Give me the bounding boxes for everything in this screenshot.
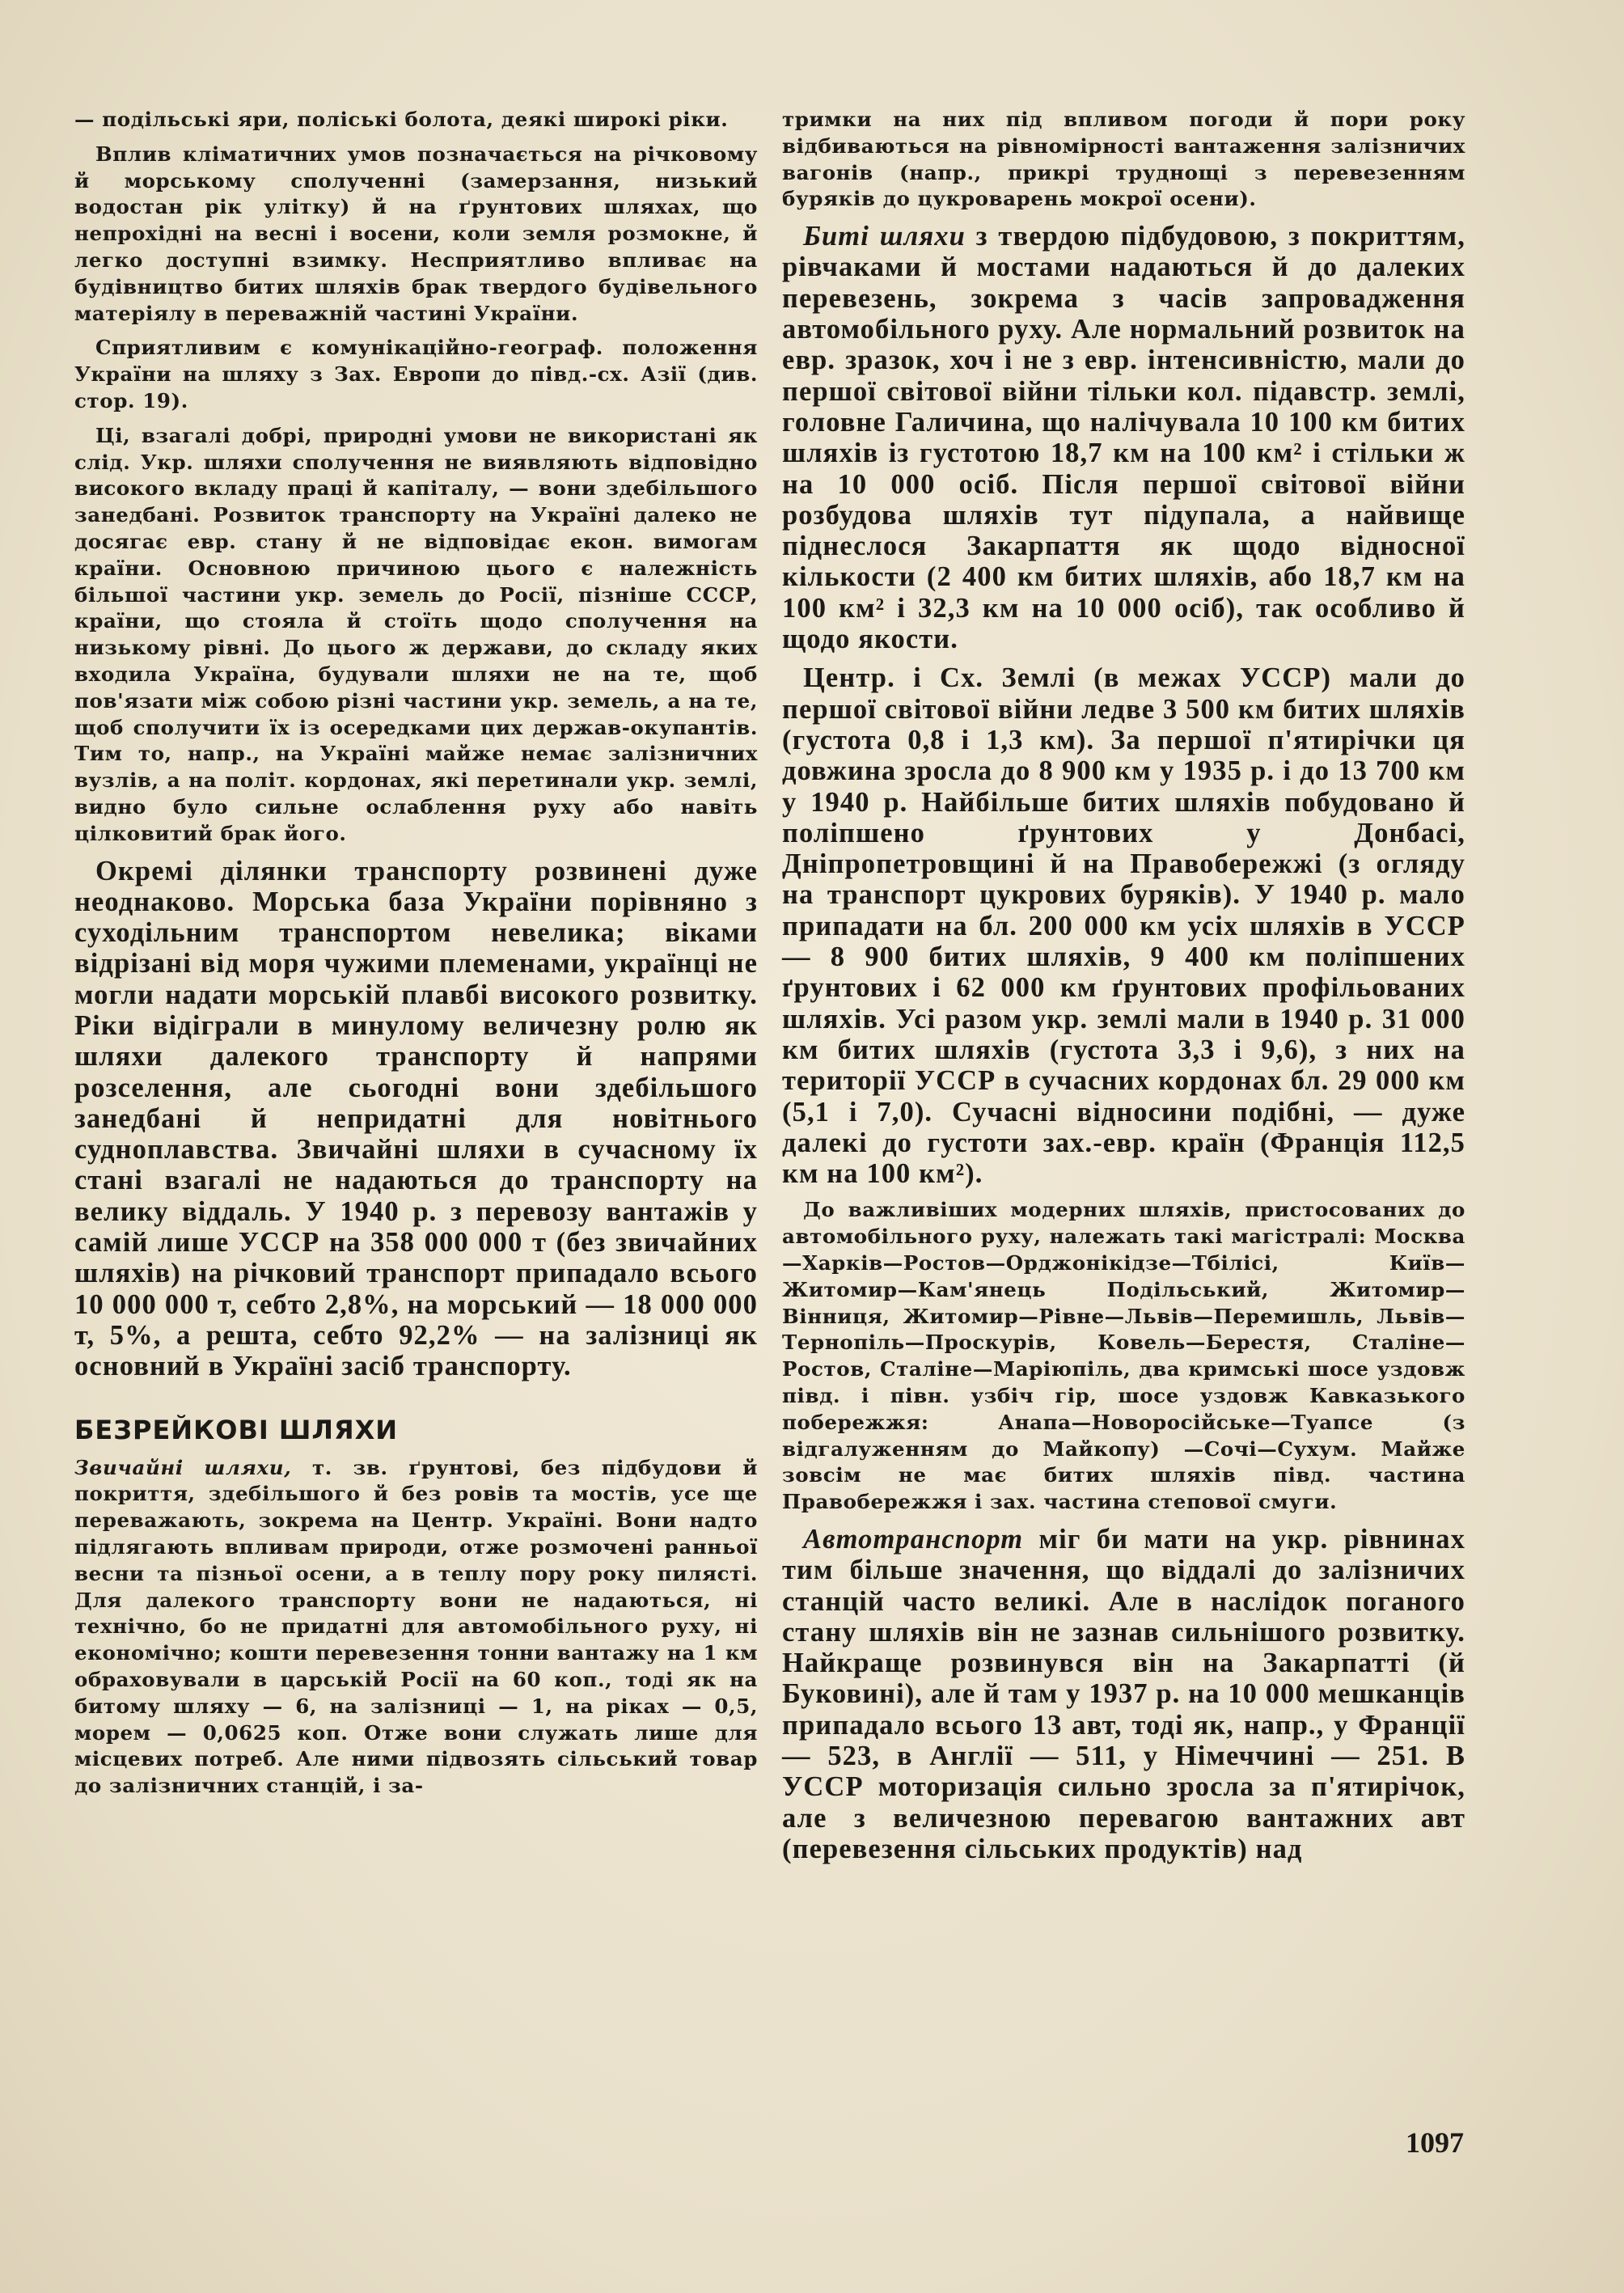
left-column [74,107,758,1808]
paragraph: Центр. і Сх. Землі (в межах УССР) мали до першої світової війни ледве 3 500 км битих шляхів (густота 0,8 і 1,3 км). За першої п'ятирічки ця довжина зросла до 8 900 км у 1935 р. і до 13 700 км у 1940 р. Найбільше битих шляхів побудовано й поліпшено ґрунтових у Донбасі, Дніпропетровщині й на Правобережжі (з огляду на транспорт цукрових буряків). У 1940 р. мало припадати на бл. 200 000 км усіх шляхів в УССР — 8 900 битих шляхів, 9 400 км поліпшених ґрунтових і 62 000 км ґрунтових профільованих шляхів. Усі разом укр. землі мали в 1940 р. 31 000 км битих шляхів (густота 3,3 і 9,6), з них на території УССР в сучасних кордонах бл. 29 000 км (5,1 і 7,0). Сучасні відносини подібні, — дуже далекі до густоти зах.-евр. країн (Франція 112,5 км на 100 км²). [782,662,1465,1190]
paragraph-text: міг би мати на укр. рівнинах тим більше значення, що віддалі до залізничих станцій часто великі. Але в наслідок поганого стану шляхів він не зазнав сильнішого розвитку. Найкраще розвинувся він на Закарпатті (й Буковині), але й там у 1937 р. на 10 000 мешканців припадало всього 13 авт, тоді як, напр., у Франції — 523, в Англії — 511, у Німеччині — 251. В УССР моторизація сильно зросла за п'ятирічок, але з величезною перевагою вантажних авт (перевезення сільських продуктів) над [782,1523,1465,1864]
paragraph: Сприятливим є комунікаційно-географ. положення України на шляху з Зах. Европи до півд.-сх. Азії (див. стор. 19). [74,336,758,412]
paragraph-text: т. зв. ґрунтові, без підбудови й покриття, здебільшого й без ровів та мостів, усе ще переважають, зокрема на Центр. Україні. Вони надто підлягають впливам природи, отже розмочені ранньої весни та пізньої осени, а в теплу пору року пилясті. Для далекого транспорту вони не надаються, ні технічно, бо не придатні для автомобільного руху, ні економічно; кошти перевезення тонни вантажу на 1 км обраховували в царській Росії на 60 коп., тоді як на битому шляху — 6, на залізниці — 1, на ріках — 0,5, морем — 0,0625 коп. Отже вони служать лише для місцевих потреб. Але ними підвозять сільський товар до залізничних станцій, і за- [74,1455,758,1798]
section-heading: БЕЗРЕЙКОВІ ШЛЯХИ [74,1414,399,1445]
paragraph: — подільські яри, поліські болота, деякі широкі ріки. [74,108,729,131]
paragraph: Вплив кліматичних умов позначається на річковому й морському сполученні (замерзання, низький водостан рік улітку) й на ґрунтових шляхах, що непрохідні на весні і восени, коли земля розмокне, й легко доступні взимку. Несприятливо впливає на будівництво битих шляхів брак твердого будівельного матеріялу в переважній частині України. [74,142,758,325]
paragraph-text: з твердою підбудовою, з покриттям, рівчаками й мостами надаються й до далеких перевезень, зокрема з часів запровадження автомобільного руху. Але нормальний розвиток на евр. зразок, хоч і не з евр. інтенсивністю, мали до першої світової війни тільки кол. підавстр. землі, головне Галичина, що налічувала 10 100 км битих шляхів із густотою 18,7 км на 100 км² і стільки ж на 10 000 осіб. Після першої світової війни розбудова шляхів тут підупала, а найвище піднеслося Закарпаття як щодо відносної кількости (2 400 км битих шляхів, або 18,7 км на 100 км² і 32,3 км на 10 000 осіб), так особливо й щодо якости. [782,221,1465,655]
paragraph [782,221,1465,654]
page-number: 1097 [1406,2126,1464,2159]
paragraph [782,1524,1465,1864]
run-in-term: Автотранспорт [803,1523,1024,1555]
run-in-term: Биті шляхи [803,221,966,252]
right-column [782,107,1465,1872]
run-in-term: Звичайні шляхи, [74,1455,292,1479]
paragraph: тримки на них під впливом погоди й пори року відбиваються на рівномірності вантаження залізничих вагонів (напр., прикрі труднощі з перевезенням буряків до цукроварень мокрої осени). [782,108,1465,211]
paragraph [74,1455,758,1800]
paragraph: Ці, взагалі добрі, природні умови не використані як слід. Укр. шляхи сполучення не виявляють відповідно високого вкладу праці й капіталу, — вони здебільшого занедбані. Розвиток транспорту на Україні далеко не досягає евр. стану й не відповідає екон. вимогам країни. Основною причиною цього є належність більшої частини укр. земель до Росії, пізніше СССР, країни, що стояла й стоїть щодо сполучення на низькому рівні. До цього ж держави, до складу яких входила Україна, будували шляхи не на те, щоб пов'язати між собою різні частини укр. земель, а на те, щоб сполучити їх із осередками цих держав-окупантів. Тим то, напр., на Україні майже немає залізничних вузлів, а на політ. кордонах, які перетинали укр. землі, видно було сильне ослаблення руху або навіть цілковитий брак його. [74,423,758,845]
paragraph: До важливіших модерних шляхів, пристосованих до автомобільного руху, належать такі магістралі: Москва—Харків—Ростов—Орджонікідзе—Тбілісі, Київ—Житомир—Кам'янець Подільський, Житомир—Вінниця, Житомир—Рівне—Львів—Перемишль, Львів—Тернопіль—Проскурів, Ковель—Берестя, Сталіне—Ростов, Сталіне—Маріюпіль, два кримські шосе уздовж півд. і півн. узбіч гір, шосе уздовж Кавказького побережжя: Анапа—Новоросійське—Туапсе (з відгалуженням до Майкопу) —Сочі—Сухум. Майже зовсім не має битих шляхів півд. частина Правобережжя і зах. частина степової смуги. [782,1198,1465,1514]
paragraph: Окремі ділянки транспорту розвинені дуже неоднаково. Морська база України порівняно з суходільним транспортом невелика; віками відрізані від моря чужими племенами, українці не могли надати морській плавбі високого розвитку. Ріки відіграли в минулому величезну ролю як шляхи далекого транспорту й напрями розселення, але сьогодні вони здебільшого занедбані й непридатні для новітнього судноплавства. Звичайні шляхи в сучасному їх стані взагалі не надаються до транспорту на велику віддаль. У 1940 р. з перевозу вантажів у самій лише УССР на 358 000 000 т (без звичайних шляхів) на річковий транспорт припадало всього 10 000 000 т, себто 2,8%, на морський — 18 000 000 т, 5%, а решта, себто 92,2% — на залізниці як основний в Україні засіб транспорту. [74,855,758,1382]
